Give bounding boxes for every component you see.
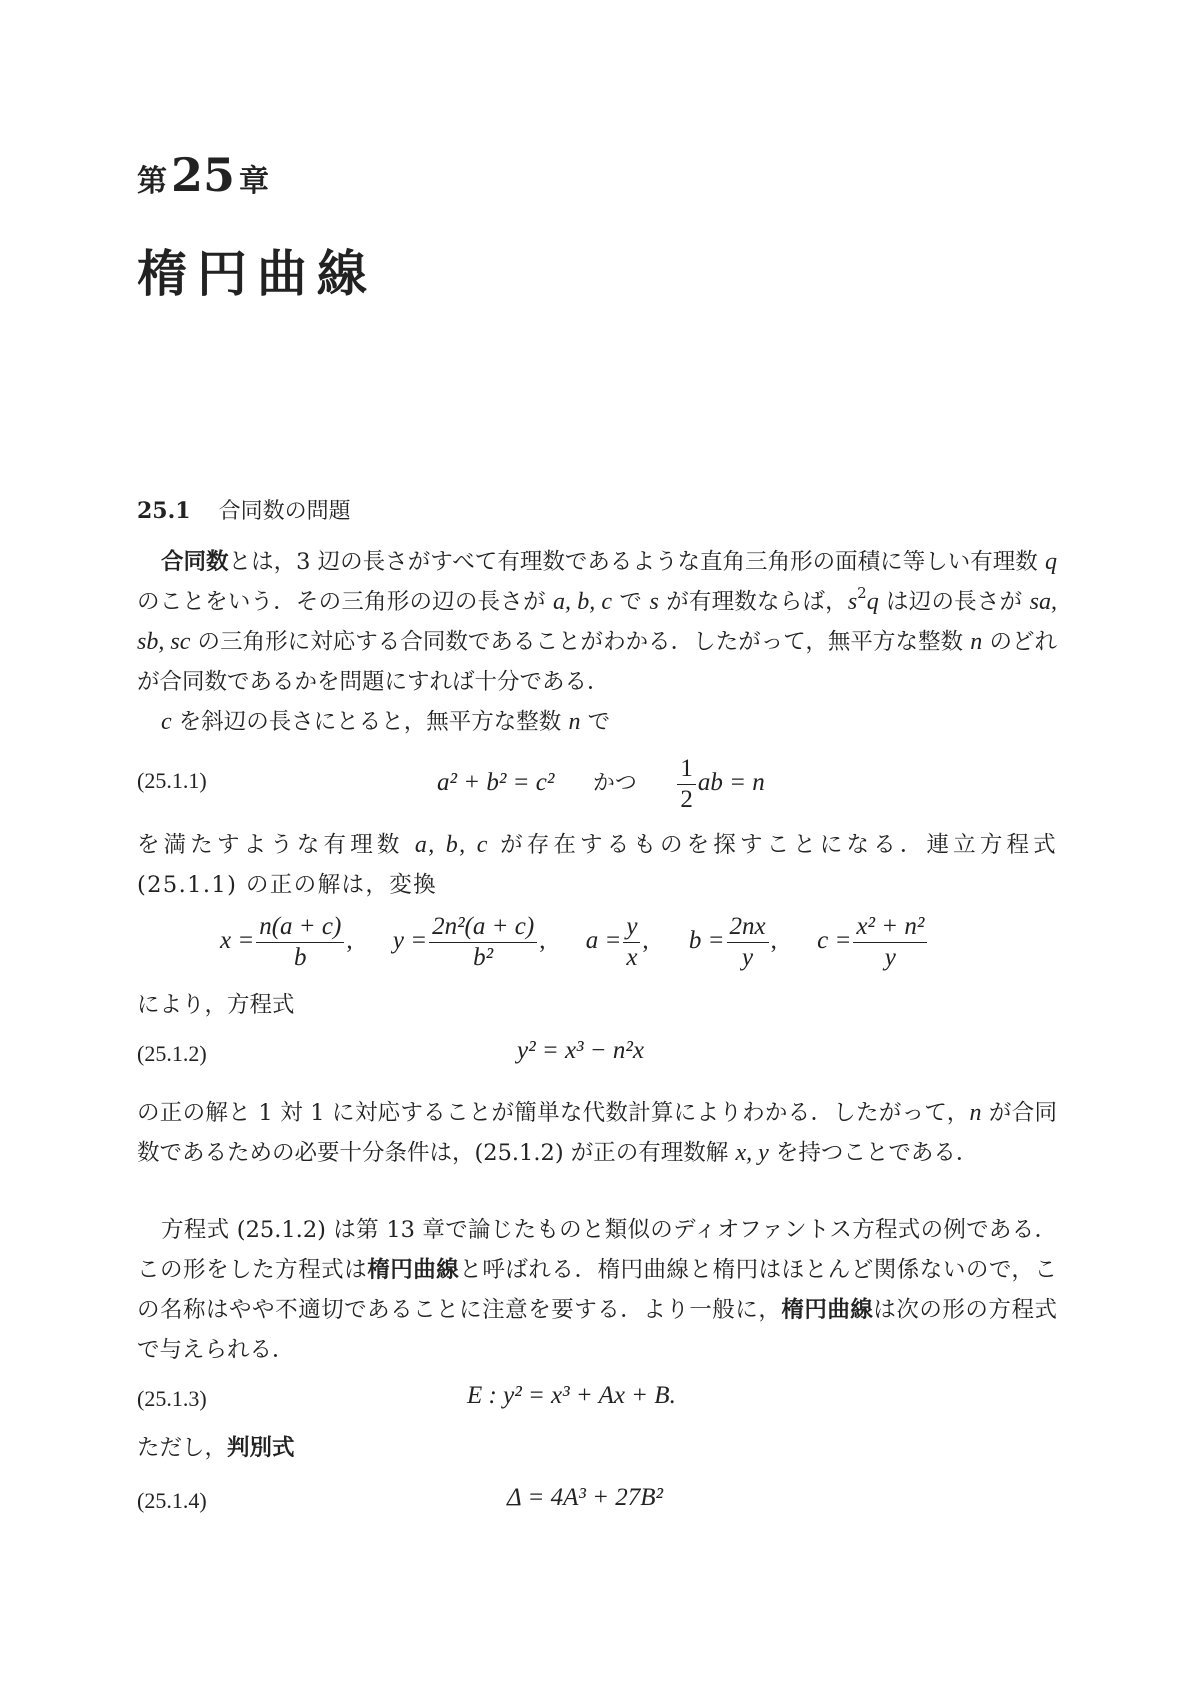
- chapter-prefix: 第: [137, 164, 167, 199]
- chapter-label: [137, 148, 1057, 202]
- paragraph-3: を満たすような有理数 a, b, c が存在するものを探すことになる．連立方程式 (25.1.1) の正の解は，変換: [137, 832, 1058, 898]
- equation-25-1-1: [137, 755, 1057, 813]
- transformation-equations: x = $\frac{n(a + c)}{b}$ , y = $\frac{\text{2n²(a + c)}}{\text{b²}}$ , a = $\frac{y}{x}$ , b = $\frac{2nx}{y}$ , c = $\frac{\text{x² + n²}}{y}$: [220, 912, 929, 973]
- term-elliptic-curve-2: 楕円曲線: [781, 1297, 874, 1323]
- equation-body: a² + b² = c² かつ $\frac{1}{2}$ ab = n: [437, 755, 765, 813]
- equation-25-1-4: [137, 1480, 1057, 1530]
- equation-body: y² = x³ − n²x: [517, 1037, 645, 1064]
- equation-25-1-2: [137, 1033, 1057, 1083]
- equation-body: E : y² = x³ + Ax + B.: [467, 1382, 676, 1409]
- chapter-title: 楕円曲線: [137, 244, 377, 303]
- equation-body: Δ = 4A³ + 27B²: [507, 1484, 663, 1511]
- chapter-suffix: 章: [239, 164, 270, 199]
- equation-label: (25.1.3): [137, 1386, 207, 1411]
- paragraph-5: の正の解と 1 対 1 に対応することが簡単な代数計算によりわかる．したがって，n が合同数であるための必要十分条件は，(25.1.2) が正の有理数解 x, y を持つことである．: [137, 1100, 1057, 1166]
- equation-label: (25.1.2): [137, 1041, 207, 1066]
- equation-label: (25.1.1): [137, 768, 207, 793]
- paragraph-2: c を斜辺の長さにとると，無平方な整数 n で: [161, 709, 611, 735]
- section-heading: [137, 494, 1057, 525]
- term-elliptic-curve: 楕円曲線: [367, 1257, 460, 1283]
- paragraph-7: ただし，判別式: [137, 1435, 295, 1461]
- term-congruent-number: 合同数: [161, 549, 229, 575]
- section-number: 25.1: [137, 498, 191, 524]
- equation-25-1-3: [137, 1378, 1057, 1428]
- chapter-number: 25: [171, 148, 236, 202]
- equation-label: (25.1.4): [137, 1488, 207, 1513]
- paragraph-1: 合同数とは，3 辺の長さがすべて有理数であるような直角三角形の面積に等しい有理数 q のことをいう．その三角形の辺の長さが a, b, c で s が有理数ならば，$s^2q$ は辺の長さが sa, sb, sc の三角形に対応する合同数であることがわかる．したがって，無平方な整数 n のどれが合同数であるかを問題にすれば十分である．: [137, 549, 1058, 695]
- paragraph-4: により，方程式: [137, 992, 295, 1018]
- paragraph-6: 方程式 (25.1.2) は第 13 章で論じたものと類似のディオファントス方程式の例である．この形をした方程式は楕円曲線と呼ばれる．楕円曲線と楕円はほとんど関係ないので，この名称はやや不適切であることに注意を要する．より一般に，楕円曲線は次の形の方程式で与えられる．: [137, 1217, 1057, 1363]
- term-discriminant: 判別式: [227, 1435, 295, 1461]
- section-title: 合同数の問題: [218, 499, 351, 524]
